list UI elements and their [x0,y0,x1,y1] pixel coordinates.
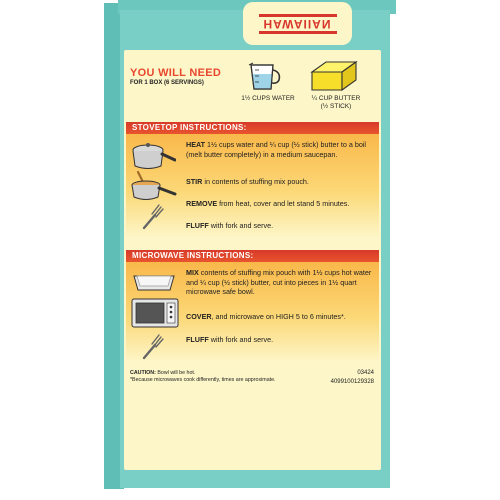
fork-icon [140,334,166,360]
product-code: 03424 [357,370,374,376]
stovetop-header-bar [126,122,379,134]
measuring-cup-icon [245,62,283,92]
caution-note: CAUTION: Bowl will be hot. *Because microwaves cook differently, times are approximate. [130,370,330,384]
water-label: 1½ CUPS WATER [241,95,295,102]
product-codes [318,369,374,387]
servings-subtitle: FOR 1 BOX (6 SERVINGS) [130,80,204,86]
microwave-footnote: *Because microwaves cook differently, times are approximate. [130,377,276,383]
stovetop-step-heat: HEAT 1½ cups water and ¼ cup (½ stick) butter to a boil (melt butter completely) in a medium saucepan. [186,140,367,159]
butter-amount: ¼ CUP BUTTER [311,95,361,102]
butter-sticks: (½ STICK) [320,102,352,110]
butter-stick-icon [310,60,358,92]
stovetop-step-remove: REMOVE from heat, cover and let stand 5 minutes. [186,199,350,208]
microwave-step-mix: MIX contents of stuffing mix pouch with 1½ cups hot water and ¼ cup (½ stick) butter, cut into pieces in 1½ quart microwave safe bowl. [186,268,372,296]
stovetop-step-stir: STIR in contents of stuffing mix pouch. [186,177,309,186]
saucepan-stirring-icon [128,170,178,202]
you-will-need-title: YOU WILL NEED [130,67,222,79]
microwave-header: MICROWAVE INSTRUCTIONS: [132,251,254,260]
microwave-step-fluff: FLUFF with fork and serve. [186,335,274,344]
microwave-header-bar [126,250,379,262]
stovetop-step-fluff: FLUFF with fork and serve. [186,221,274,230]
fork-icon [140,204,166,230]
upc-code: 4099100129328 [330,379,374,385]
logo-word: HAWAIIAN [263,16,332,31]
butter-label [305,95,367,110]
microwave-step-cover: COVER, and microwave on HIGH 5 to 6 minutes*. [186,312,346,321]
microwave-oven-icon [131,298,179,328]
baking-dish-icon [132,270,176,292]
saucepan-with-lid-icon [130,138,176,172]
brand-logo-upside-down [243,2,352,45]
stovetop-header: STOVETOP INSTRUCTIONS: [132,123,247,132]
